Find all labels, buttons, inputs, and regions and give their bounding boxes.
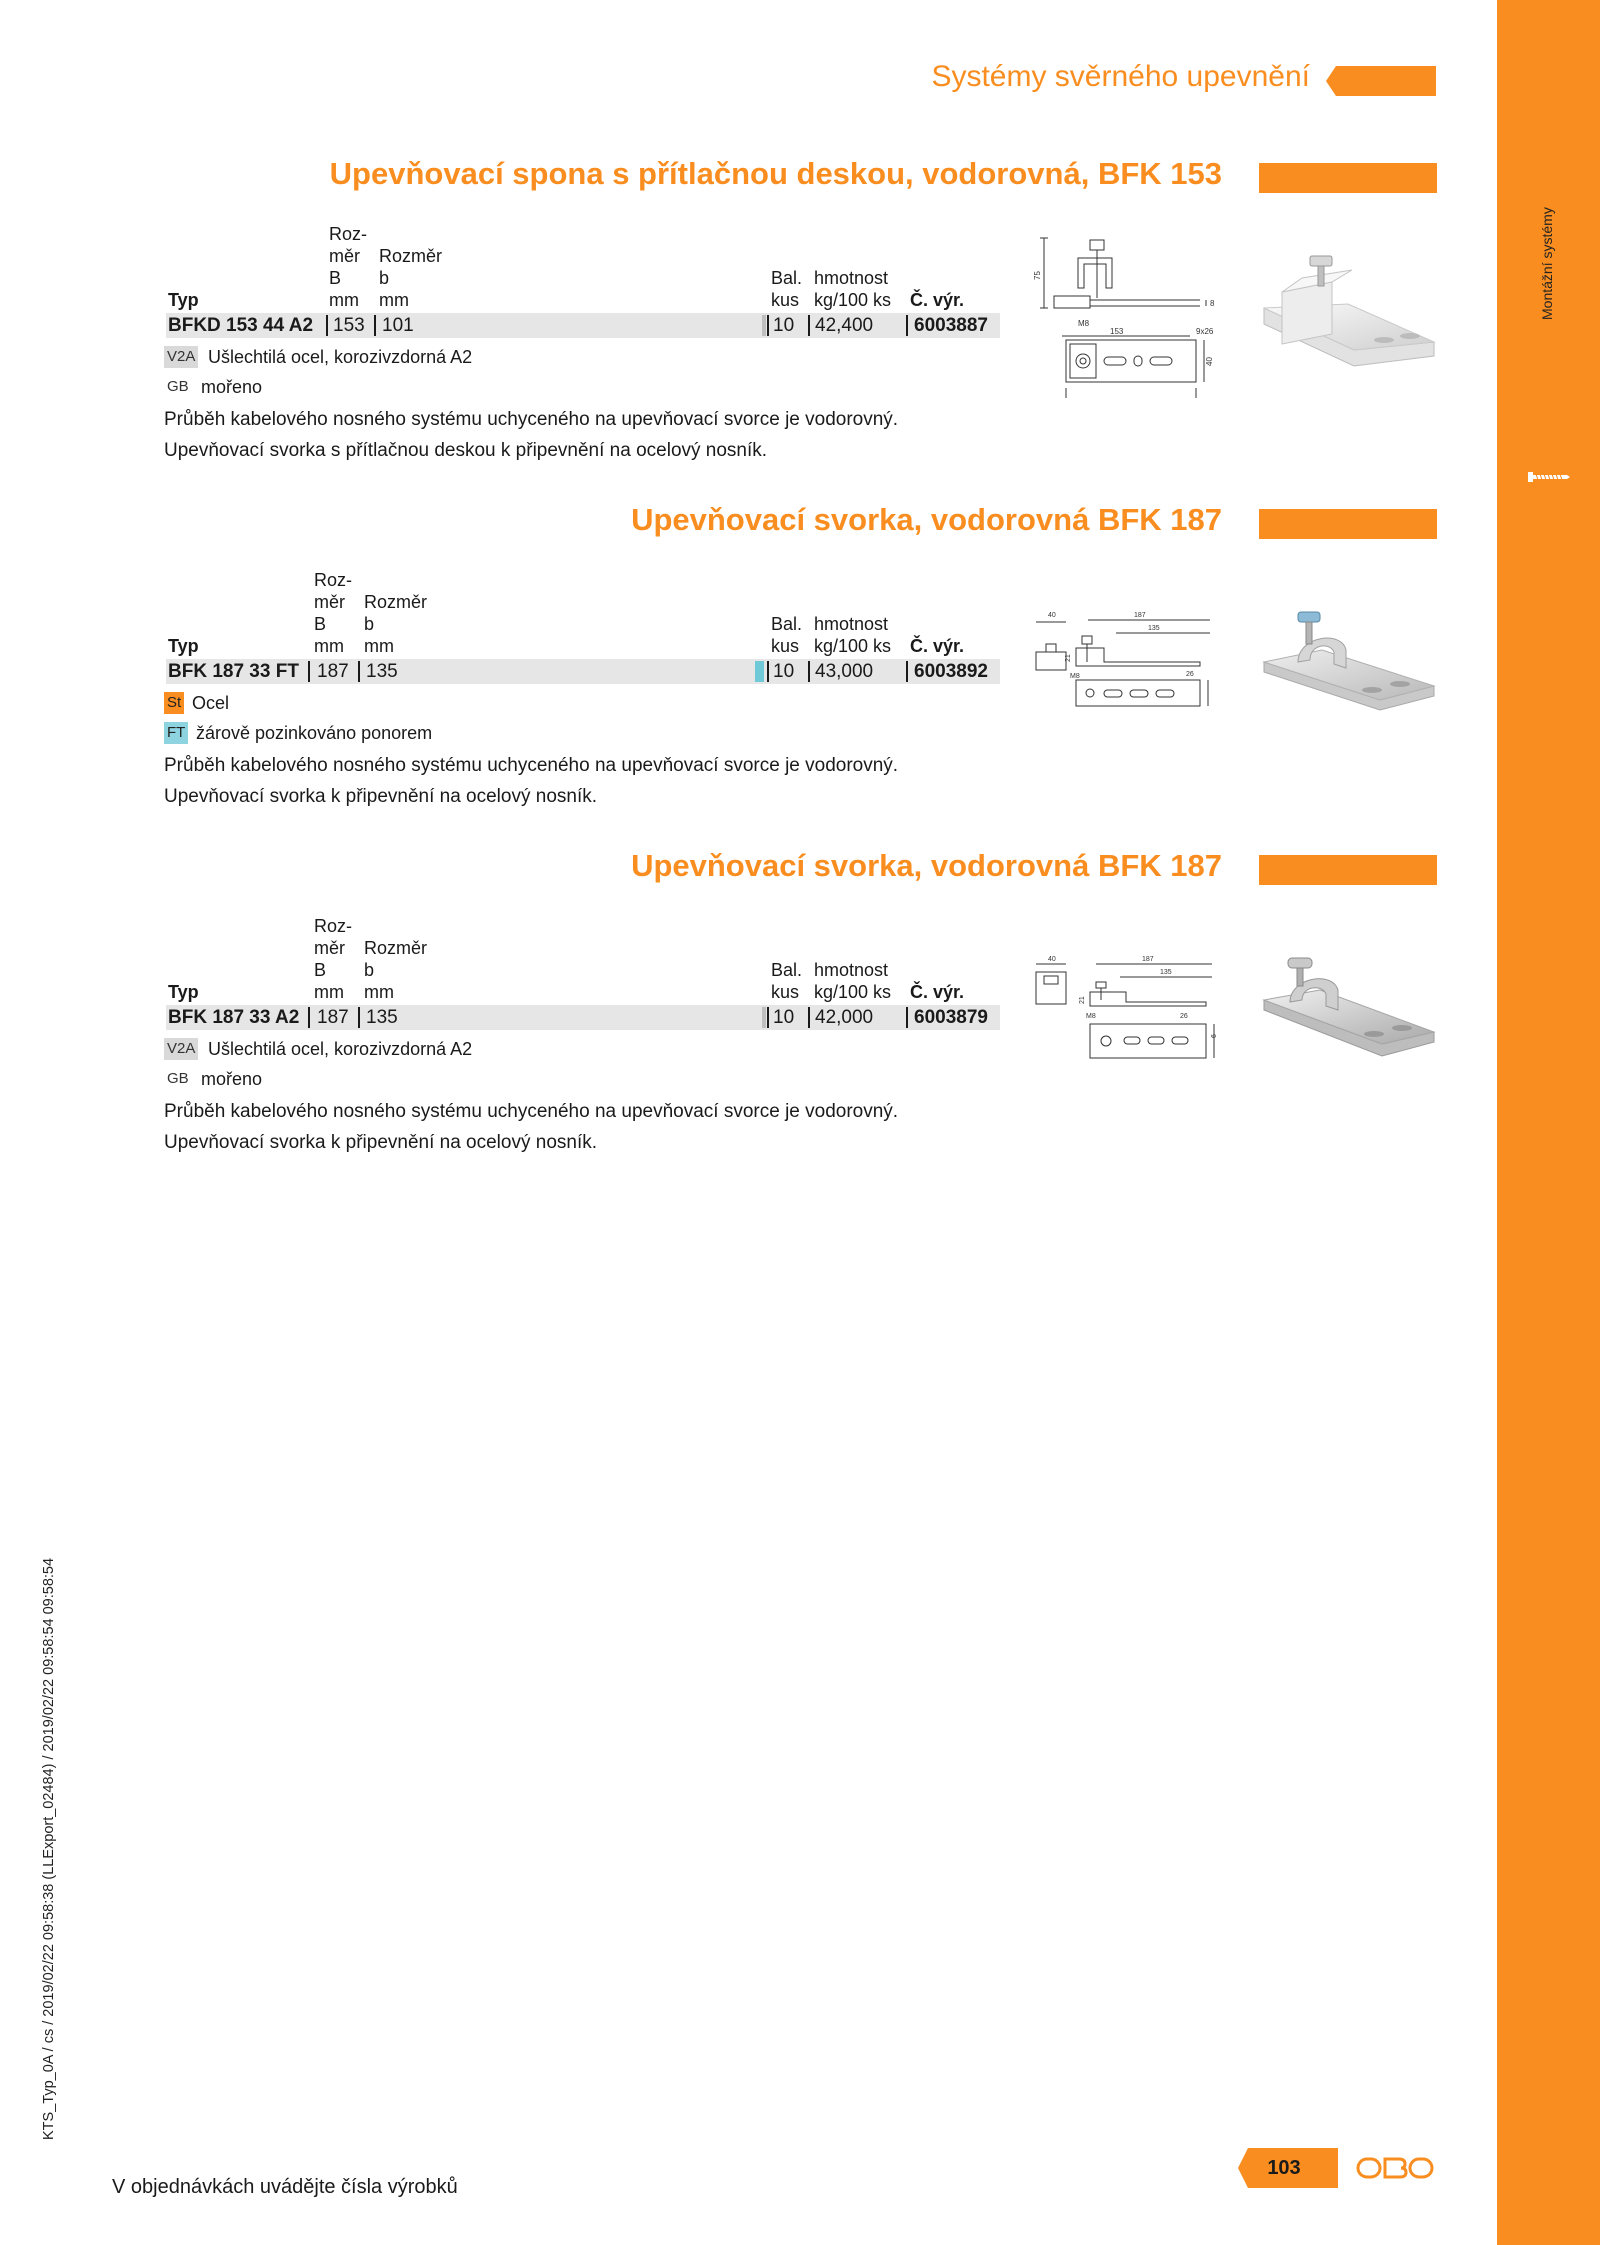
cell-art: 6003879 <box>914 1007 988 1028</box>
finish-label: mořeno <box>201 377 263 397</box>
dim-height: 21 <box>1079 996 1086 1004</box>
finish-code: GB <box>167 378 189 395</box>
separator <box>906 1007 908 1028</box>
material-code: St <box>164 692 184 714</box>
page-number: 103 <box>1267 2157 1301 2179</box>
col-header-weight: hmotnost kg/100 ks <box>814 960 892 1002</box>
product-photo <box>1262 248 1436 378</box>
product-photo <box>1262 606 1436 716</box>
separator <box>326 315 328 336</box>
side-tab-bar <box>1497 0 1600 2245</box>
separator <box>308 1007 310 1028</box>
separator <box>358 1007 360 1028</box>
cell-bal: 10 <box>773 1007 795 1028</box>
dim-height: 75 <box>1033 271 1042 280</box>
chapter-flag <box>1326 66 1436 96</box>
dim-length: 187 <box>1134 612 1146 619</box>
technical-drawing <box>1030 952 1220 1062</box>
section-bar <box>1259 509 1437 539</box>
col-header-B: Roz- měr B mm <box>314 916 353 1002</box>
cell-B: 187 <box>317 1007 349 1028</box>
dim-length: 187 <box>1142 956 1154 963</box>
material-label: Ušlechtilá ocel, korozivzdorná A2 <box>208 347 473 367</box>
col-header-typ: Typ <box>168 982 199 1002</box>
material-code: V2A <box>164 1038 198 1060</box>
separator <box>767 315 769 336</box>
description-line: Upevňovací svorka k připevnění na ocelový nosník. <box>164 1132 598 1153</box>
dim-inner: 135 <box>1148 625 1160 632</box>
dim-width: 40 <box>1048 612 1056 619</box>
chapter-title: Systémy svěrného upevnění <box>931 60 1310 93</box>
description-line: Průběh kabelového nosného systému uchyceného na upevňovací svorce je vodorovný. <box>164 409 899 430</box>
dim-thickness: 8 <box>1210 299 1215 308</box>
separator <box>358 661 360 682</box>
cell-B: 153 <box>333 315 365 336</box>
cell-b: 101 <box>382 315 414 336</box>
material-swatch <box>762 315 766 336</box>
cell-weight: 42,000 <box>815 1007 874 1028</box>
cell-typ: BFK 187 33 FT <box>168 661 299 682</box>
separator <box>767 1007 769 1028</box>
description-line: Průběh kabelového nosného systému uchyceného na upevňovací svorce je vodorovný. <box>164 755 899 776</box>
col-header-weight: hmotnost kg/100 ks <box>814 268 892 310</box>
cell-B: 187 <box>317 661 349 682</box>
separator <box>906 315 908 336</box>
cell-bal: 10 <box>773 661 795 682</box>
cell-typ: BFKD 153 44 A2 <box>168 315 314 336</box>
product-photo <box>1262 950 1436 1060</box>
side-section-label: Montážní systémy <box>1539 207 1555 320</box>
screw-icon <box>1528 470 1570 484</box>
separator <box>374 315 376 336</box>
finish-label: žárově pozinkováno ponorem <box>196 723 433 743</box>
section-bar <box>1259 855 1437 885</box>
separator <box>808 1007 810 1028</box>
section-title: Upevňovací spona s přítlačnou deskou, vodorovná, BFK 153 <box>329 156 1222 191</box>
cell-typ: BFK 187 33 A2 <box>168 1007 300 1028</box>
technical-drawing <box>1030 228 1220 400</box>
document-meta: KTS_Typ_0A / cs / 2019/02/22 09:58:38 (LLExport_02484) / 2019/02/22 09:58:54 09:58:54 <box>41 1557 57 2140</box>
separator <box>906 661 908 682</box>
separator <box>808 315 810 336</box>
section-bar <box>1259 163 1437 193</box>
finish-code: FT <box>164 722 188 744</box>
col-header-b: Rozměr b mm <box>364 938 428 1002</box>
dim-inner: 135 <box>1160 969 1172 976</box>
col-header-typ: Typ <box>168 290 199 310</box>
cell-bal: 10 <box>773 315 795 336</box>
cell-art: 6003892 <box>914 661 988 682</box>
dim-width: 40 <box>1205 357 1214 366</box>
col-header-typ: Typ <box>168 636 199 656</box>
dim-length: 153 <box>1110 327 1124 336</box>
col-header-bal: Bal. kus <box>771 614 803 656</box>
col-header-art: Č. výr. <box>910 982 965 1002</box>
section-title: Upevňovací svorka, vodorovná BFK 187 <box>631 502 1222 537</box>
col-header-bal: Bal. kus <box>771 268 803 310</box>
order-note: V objednávkách uvádějte čísla výrobků <box>112 2176 458 2198</box>
col-header-art: Č. výr. <box>910 636 965 656</box>
dim-thread: M8 <box>1070 673 1080 680</box>
separator <box>767 661 769 682</box>
technical-drawing <box>1030 608 1220 713</box>
col-header-b: Rozměr b mm <box>364 592 428 656</box>
col-header-B: Roz- měr B mm <box>314 570 353 656</box>
cell-weight: 43,000 <box>815 661 874 682</box>
col-header-B: Roz- měr B mm <box>329 224 368 310</box>
dim-thread: M8 <box>1078 319 1090 328</box>
separator <box>308 661 310 682</box>
description-line: Upevňovací svorka k připevnění na ocelový nosník. <box>164 786 598 807</box>
dim-thread: M8 <box>1086 1013 1096 1020</box>
separator <box>808 661 810 682</box>
cell-art: 6003887 <box>914 315 988 336</box>
dim-width: 40 <box>1048 956 1056 963</box>
finish-code: GB <box>167 1070 189 1087</box>
obo-logo <box>1355 2153 1435 2183</box>
finish-label: mořeno <box>201 1069 263 1089</box>
col-header-bal: Bal. kus <box>771 960 803 1002</box>
col-header-b: Rozměr b mm <box>379 246 443 310</box>
cell-b: 135 <box>366 661 398 682</box>
dim-thickness: 6 <box>1211 1034 1218 1038</box>
dim-height: 21 <box>1065 654 1072 662</box>
col-header-art: Č. výr. <box>910 290 965 310</box>
dim-slot: 26 <box>1186 671 1194 678</box>
material-swatch <box>762 1007 766 1028</box>
material-label: Ocel <box>192 693 230 713</box>
cell-weight: 42,400 <box>815 315 874 336</box>
material-code: V2A <box>164 346 198 368</box>
cell-b: 135 <box>366 1007 398 1028</box>
description-line: Upevňovací svorka s přítlačnou deskou k připevnění na ocelový nosník. <box>164 440 768 461</box>
col-header-weight: hmotnost kg/100 ks <box>814 614 892 656</box>
dim-slot: 9x26 <box>1196 327 1214 336</box>
section-title: Upevňovací svorka, vodorovná BFK 187 <box>631 848 1222 883</box>
material-swatch <box>755 661 764 682</box>
material-label: Ušlechtilá ocel, korozivzdorná A2 <box>208 1039 473 1059</box>
dim-slot: 26 <box>1180 1013 1188 1020</box>
description-line: Průběh kabelového nosného systému uchyceného na upevňovací svorce je vodorovný. <box>164 1101 899 1122</box>
